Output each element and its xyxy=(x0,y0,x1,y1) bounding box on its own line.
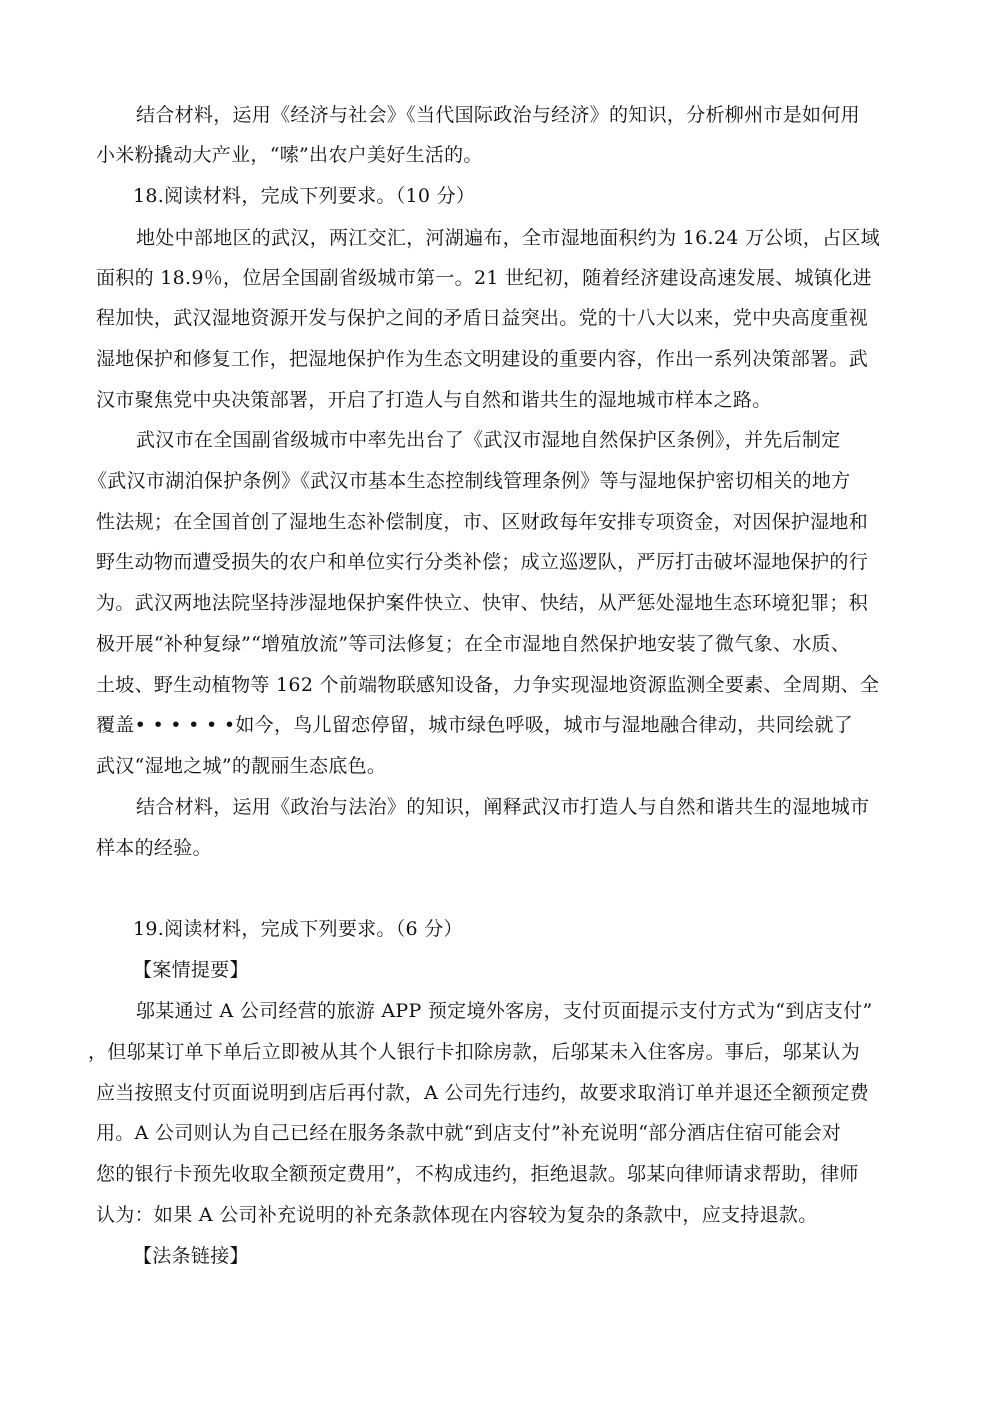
q18-material-line: 土坡、野生动植物等 162 个前端物联感知设备，力争实现湿地资源监测全要素、全周期、全 xyxy=(96,674,880,696)
q19-case-line: 应当按照支付页面说明到店后再付款，A 公司先行违约，故要求取消订单并退还全额预定费 xyxy=(96,1082,870,1104)
q18-material-line: 极开展“补种复绿”“增殖放流”等司法修复；在全市湿地自然保护地安装了微气象、水质、 xyxy=(96,633,851,655)
q18-material-line: 程加快，武汉湿地资源开发与保护之间的矛盾日益突出。党的十八大以来，党中央高度重视 xyxy=(96,307,869,329)
q18-material-line: 性法规；在全国首创了湿地生态补偿制度，市、区财政每年安排专项资金，对因保护湿地和 xyxy=(96,511,869,533)
q18-heading: 18.阅读材料，完成下列要求。（10 分） xyxy=(133,185,476,207)
case-summary-label: 【案情提要】 xyxy=(133,959,249,981)
q17-prompt-line: 结合材料，运用《经济与社会》《当代国际政治与经济》的知识，分析柳州市是如何用 xyxy=(136,104,860,126)
q19-heading: 19.阅读材料，完成下列要求。（6 分） xyxy=(133,918,463,940)
q18-prompt-line: 样本的经验。 xyxy=(96,837,212,859)
q18-prompt-line: 结合材料，运用《政治与法治》的知识，阐释武汉市打造人与自然和谐共生的湿地城市 xyxy=(136,796,870,818)
q18-material-line: 为。武汉两地法院坚持涉湿地保护案件快立、快审、快结，从严惩处湿地生态环境犯罪；积 xyxy=(96,592,869,614)
q18-material-line: 武汉市在全国副省级城市中率先出台了《武汉市湿地自然保护区条例》，并先后制定 xyxy=(136,429,841,451)
q18-material-line: 野生动物而遭受损失的农户和单位实行分类补偿；成立巡逻队，严厉打击破坏湿地保护的行 xyxy=(96,551,869,573)
q18-material-line: 地处中部地区的武汉，两江交汇，河湖遍布，全市湿地面积约为 16.24 万公顷，占区域 xyxy=(136,227,881,249)
q19-case-line: 您的银行卡预先收取全额预定费用”，不构成违约，拒绝退款。邬某向律师请求帮助，律师 xyxy=(96,1163,859,1185)
law-link-label: 【法条链接】 xyxy=(133,1245,249,1267)
q18-material-line: 湿地保护和修复工作，把湿地保护作为生态文明建设的重要内容，作出一系列决策部署。武 xyxy=(96,348,869,370)
q19-case-line: 用。A 公司则认为自己已经在服务条款中就“到店支付”补充说明“部分酒店住宿可能会对 xyxy=(96,1122,842,1144)
q17-prompt-line: 小米粉撬动大产业，“嗦”出农户美好生活的。 xyxy=(96,144,483,166)
q19-case-line: 认为：如果 A 公司补充说明的补充条款体现在内容较为复杂的条款中，应支持退款。 xyxy=(96,1204,818,1226)
q19-case-line: ，但邬某订单下单后立即被从其个人银行卡扣除房款，后邬某未入住客房。事后，邬某认为 xyxy=(88,1041,861,1063)
q18-material-line: 《武汉市湖泊保护条例》《武汉市基本生态控制线管理条例》等与湿地保护密切相关的地方 xyxy=(88,470,851,492)
q18-material-line: 面积的 18.9％，位居全国副省级城市第一。21 世纪初，随着经济建设高速发展、城镇化进 xyxy=(96,267,872,289)
q19-case-line: 邬某通过 A 公司经营的旅游 APP 预定境外客房，支付页面提示支付方式为“到店支付” xyxy=(136,1000,873,1022)
q18-material-line: 汉市聚焦党中央决策部署，开启了打造人与自然和谐共生的湿地城市样本之路。 xyxy=(96,389,772,411)
q18-material-line: 武汉“湿地之城”的靓丽生态底色。 xyxy=(96,755,387,777)
q18-material-line: 覆盖• • • • • •如今，鸟儿留恋停留，城市绿色呼吸，城市与湿地融合律动，共同绘就了 xyxy=(96,714,853,736)
